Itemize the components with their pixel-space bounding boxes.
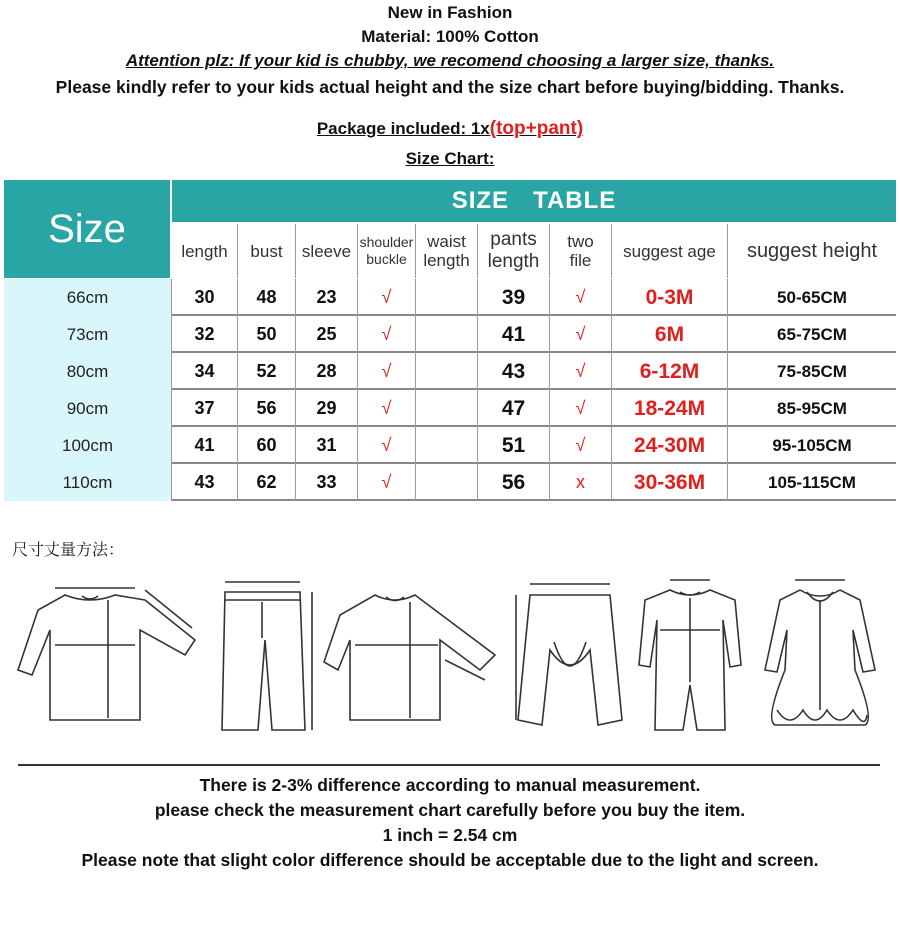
top-diagram <box>10 570 200 740</box>
cell-age: 24-30M <box>612 427 728 464</box>
cell-sleeve: 23 <box>296 279 358 316</box>
table-row <box>4 279 896 316</box>
cell-bust: 50 <box>238 316 296 353</box>
cell-height: 75-85CM <box>777 362 847 381</box>
col-header-suggest-height: suggest height <box>746 239 878 262</box>
col-header-waist: waist <box>427 232 466 251</box>
package-prefix: Package included: 1x <box>316 119 490 138</box>
cell-height: 50-65CM <box>777 288 847 307</box>
cell-size: 110cm <box>4 464 172 501</box>
cell-size: 90cm <box>4 390 172 427</box>
cell-buckle-check: √ <box>358 390 416 427</box>
measurement-method-title: 尺寸丈量方法： <box>12 540 125 559</box>
attention-line: Attention plz: If your kid is chubby, we recomend choosing a larger size, thanks. <box>125 51 775 70</box>
cell-two-file: √ <box>550 279 612 316</box>
col-header-shoulder-buckle <box>358 224 416 278</box>
cell-waist <box>416 390 478 427</box>
cell-two-file: √ <box>550 427 612 464</box>
cell-pants: 56 <box>478 464 550 501</box>
col-header-bust: bust <box>238 224 296 278</box>
cell-sleeve: 29 <box>296 390 358 427</box>
cell-waist <box>416 316 478 353</box>
cell-size: 100cm <box>4 427 172 464</box>
footer-difference-note: There is 2-3% difference according to manual measurement. <box>199 775 701 795</box>
size-chart-label: Size Chart: <box>405 149 495 168</box>
cell-sleeve: 28 <box>296 353 358 390</box>
col-header-two-file <box>550 224 612 278</box>
banner-word-table: TABLE <box>533 187 617 214</box>
col-header-length: length <box>172 224 238 278</box>
cell-length: 37 <box>172 390 238 427</box>
cell-waist <box>416 279 478 316</box>
cell-age: 0-3M <box>612 279 728 316</box>
cell-age: 6M <box>612 316 728 353</box>
cell-waist <box>416 464 478 501</box>
col-header-file: file <box>569 251 592 270</box>
section-divider <box>18 764 880 766</box>
harem-pants-diagram <box>510 570 630 740</box>
cell-length: 41 <box>172 427 238 464</box>
cell-length: 43 <box>172 464 238 501</box>
cell-height: 95-105CM <box>772 436 852 455</box>
cell-length: 30 <box>172 279 238 316</box>
col-header-shoulder: shoulder <box>359 234 414 250</box>
cell-height: 105-115CM <box>768 473 856 492</box>
table-row <box>4 390 896 427</box>
footer-inch-conversion: 1 inch = 2.54 cm <box>382 825 518 845</box>
header-title: New in Fashion <box>387 3 513 22</box>
cell-buckle-check: √ <box>358 316 416 353</box>
cell-two-file: x <box>550 464 612 501</box>
size-table-banner <box>172 180 896 222</box>
footer-color-note: Please note that slight color difference should be acceptable due to the light and screen. <box>81 850 819 870</box>
cell-bust: 56 <box>238 390 296 427</box>
cell-sleeve: 31 <box>296 427 358 464</box>
cell-age: 18-24M <box>612 390 728 427</box>
cell-buckle-check: √ <box>358 353 416 390</box>
table-row <box>4 427 896 464</box>
package-items: (top+pant) <box>489 118 584 139</box>
raglan-top-diagram <box>320 570 500 740</box>
material-line: Material: 100% Cotton <box>361 27 539 46</box>
table-row <box>4 353 896 390</box>
cell-bust: 62 <box>238 464 296 501</box>
cell-waist <box>416 427 478 464</box>
cell-size: 80cm <box>4 353 172 390</box>
cell-pants: 43 <box>478 353 550 390</box>
cell-length: 32 <box>172 316 238 353</box>
dress-diagram <box>755 570 885 740</box>
footer-check-note: please check the measurement chart carefully before you buy the item. <box>154 800 746 820</box>
size-column-title: Size <box>4 180 170 278</box>
cell-two-file: √ <box>550 316 612 353</box>
cell-bust: 60 <box>238 427 296 464</box>
cell-size: 66cm <box>4 279 172 316</box>
cell-waist <box>416 353 478 390</box>
cell-pants: 41 <box>478 316 550 353</box>
cell-age: 30-36M <box>612 464 728 501</box>
col-header-waist-length <box>416 224 478 278</box>
col-header-pants-length <box>478 224 550 278</box>
table-header-row <box>172 224 896 278</box>
cell-height: 85-95CM <box>777 399 847 418</box>
col-header-suggest-age: suggest age <box>612 224 728 278</box>
refer-line: Please kindly refer to your kids actual height and the size chart before buying/bidding. Thanks. <box>55 77 845 97</box>
cell-buckle-check: √ <box>358 427 416 464</box>
cell-two-file: √ <box>550 353 612 390</box>
col-header-two: two <box>567 232 594 251</box>
col-header-sleeve: sleeve <box>296 224 358 278</box>
cell-pants: 39 <box>478 279 550 316</box>
size-table <box>4 180 896 508</box>
table-row <box>4 316 896 353</box>
col-header-buckle: buckle <box>366 251 407 267</box>
cell-buckle-check: √ <box>358 464 416 501</box>
measurement-diagrams <box>10 570 890 750</box>
table-row <box>4 464 896 501</box>
cell-bust: 48 <box>238 279 296 316</box>
cell-length: 34 <box>172 353 238 390</box>
cell-pants: 47 <box>478 390 550 427</box>
cell-size: 73cm <box>4 316 172 353</box>
col-header-waist-length-word: length <box>423 251 470 270</box>
cell-two-file: √ <box>550 390 612 427</box>
banner-word-size: SIZE <box>451 187 510 214</box>
romper-diagram <box>635 570 745 740</box>
cell-sleeve: 33 <box>296 464 358 501</box>
col-header-pants: pants <box>490 229 537 250</box>
cell-pants: 51 <box>478 427 550 464</box>
pants-diagram <box>210 570 320 740</box>
cell-age: 6-12M <box>612 353 728 390</box>
cell-buckle-check: √ <box>358 279 416 316</box>
package-line <box>0 118 900 140</box>
cell-height: 65-75CM <box>777 325 847 344</box>
cell-bust: 52 <box>238 353 296 390</box>
cell-sleeve: 25 <box>296 316 358 353</box>
col-header-pants-length-word: length <box>487 251 540 272</box>
